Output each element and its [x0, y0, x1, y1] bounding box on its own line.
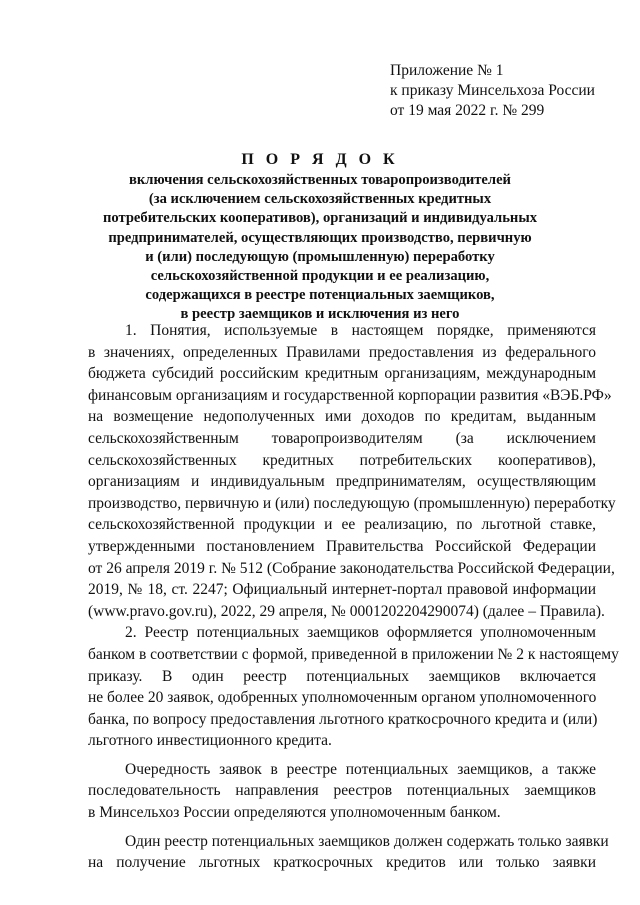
text-line: 1. Понятия, используемые в настоящем порядке, применяются — [125, 322, 596, 339]
text-line: в Минсельхоз России определяются уполномоченным банком. — [88, 804, 501, 822]
document-body — [88, 320, 619, 874]
text-line: (www.pravo.gov.ru), 2022, 29 апреля, № 0001202204290074) (далее – Правила). — [88, 602, 605, 620]
text-line: 2. Реестр потенциальных заемщиков оформляется уполномоченным — [125, 624, 596, 642]
subtitle-line: в реестр заемщиков и исключения из него — [180, 306, 460, 323]
paragraph-1 — [88, 320, 616, 622]
appendix-line-1: Приложение № 1 — [390, 62, 504, 79]
paragraph-4 — [88, 831, 609, 874]
subtitle-line: потребительских кооперативов), организаций и индивидуальных — [102, 210, 538, 227]
subtitle-line: и (или) последующую (промышленную) переработку — [145, 248, 495, 265]
text-line: Один реестр потенциальных заемщиков должен содержать только заявки — [125, 832, 609, 850]
title-subtitle — [60, 171, 580, 325]
paragraph-gap — [88, 824, 596, 831]
text-line: банка, по вопросу предоставления льготного краткосрочного кредита и (или) — [88, 710, 598, 728]
text-line: от 26 апреля 2019 г. № 512 (Собрание законодательства Российской Федерации, — [88, 559, 615, 577]
text-line: приказу. В один реестр потенциальных заемщиков включается — [88, 667, 596, 685]
text-line: сельскохозяйственным товаропроизводителям (за исключением — [88, 429, 596, 447]
text-line: сельскохозяйственных кредитных потребительских кооперативов), — [88, 451, 596, 469]
paragraph-gap — [88, 752, 596, 759]
text-line: 2019, № 18, ст. 2247; Официальный интернет-портал правовой информации — [88, 581, 596, 599]
text-line: финансовым организациям и государственной корпорации развития «ВЭБ.РФ» — [88, 386, 612, 404]
subtitle-line: содержащихся в реестре потенциальных заемщиков, — [145, 287, 495, 304]
text-line: на возмещение недополученных ими доходов по кредитам, выданным — [88, 408, 596, 426]
appendix-line-3: от 19 мая 2022 г. № 299 — [390, 102, 545, 119]
text-line: последовательность направления реестров потенциальных заемщиков — [88, 782, 596, 800]
text-line: в значениях, определенных Правилами предоставления из федерального — [88, 343, 596, 361]
title-main: П О Р Я Д О К — [241, 151, 399, 168]
text-line: льготного инвестиционного кредита. — [88, 732, 332, 750]
document-title — [60, 150, 580, 325]
subtitle-line: (за исключением сельскохозяйственных кредитных — [148, 191, 492, 208]
appendix-line-2: к приказу Минсельхоза России — [390, 82, 595, 99]
text-line: сельскохозяйственной продукции и ее реализацию, по льготной ставке, — [88, 516, 596, 534]
subtitle-line: предпринимателей, осуществляющих производство, первичную — [108, 229, 532, 246]
text-line: Очередность заявок в реестре потенциальных заемщиков, а также — [125, 760, 596, 778]
subtitle-line: включения сельскохозяйственных товаропроизводителей — [129, 172, 511, 188]
subtitle-line: сельскохозяйственной продукции и ее реализацию, — [150, 268, 490, 285]
text-line: на получение льготных краткосрочных кредитов или только заявки — [88, 854, 596, 872]
appendix-header — [390, 61, 595, 121]
text-line: производство, первичную и (или) последующую (промышленную) переработку — [88, 494, 616, 512]
paragraph-2 — [88, 622, 619, 752]
text-line: организациям и индивидуальным предпринимателям, осуществляющим — [88, 473, 596, 491]
text-line: не более 20 заявок, одобренных уполномоченным органом уполномоченного — [88, 689, 597, 707]
text-line: бюджета субсидий российским кредитным организациям, международным — [88, 365, 596, 383]
paragraph-3 — [88, 759, 596, 824]
text-line: банком в соответствии с формой, приведенной в приложении № 2 к настоящему — [88, 645, 619, 663]
text-line: утвержденными постановлением Правительства Российской Федерации — [88, 537, 596, 555]
